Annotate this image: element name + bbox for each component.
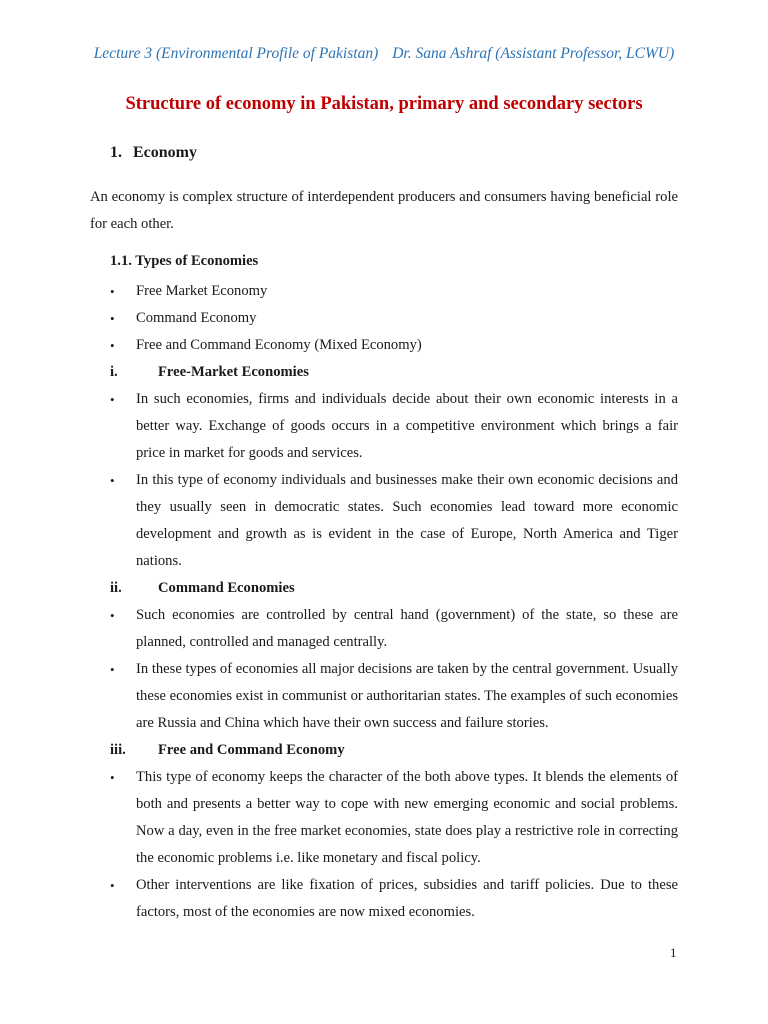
page-number: 1: [670, 945, 677, 960]
list-item: • Other interventions are like fixation of prices, subsidies and tariff policies. Due to these factors, most of the economies are now mixed economies.: [90, 872, 678, 926]
command-list: [90, 602, 678, 737]
bullet-icon: •: [110, 338, 115, 353]
subheading-free-market: i. Free-Market Economies: [90, 359, 678, 386]
subheading-mixed: iii. Free and Command Economy: [90, 737, 678, 764]
list-item: • Free Market Economy: [90, 278, 678, 305]
intro-paragraph: An economy is complex structure of interdependent producers and consumers having beneficial role for each other.: [90, 189, 678, 232]
bullet-icon: •: [110, 392, 115, 407]
free-market-list: [90, 386, 678, 575]
header-lecture: Lecture 3 (Environmental Profile of Pakistan): [93, 45, 379, 62]
running-header: [0, 45, 768, 63]
types-list: [90, 278, 678, 359]
list-item: • Command Economy: [90, 305, 678, 332]
document-title: Structure of economy in Pakistan, primary and secondary sectors: [125, 94, 643, 114]
bullet-icon: •: [110, 770, 115, 785]
bullet-icon: •: [110, 311, 115, 326]
bullet-icon: •: [110, 473, 115, 488]
list-item: • Such economies are controlled by central hand (government) of the state, so these are planned, controlled and managed centrally.: [90, 602, 678, 656]
header-author: Dr. Sana Ashraf (Assistant Professor, LCWU): [392, 45, 675, 62]
bullet-icon: •: [110, 284, 115, 299]
roman-numeral: i.: [110, 364, 118, 380]
bullet-icon: •: [110, 878, 115, 893]
bullet-icon: •: [110, 608, 115, 623]
list-item: • This type of economy keeps the character of the both above types. It blends the elements of both and presents a better way to cope with new emerging economic and social problems. Now a day, even in the free market economies, state does play a restrictive role in correcting the economic problems i.e. like monetary and fiscal policy.: [90, 764, 678, 872]
document-body: [90, 141, 678, 926]
roman-numeral: ii.: [110, 580, 122, 596]
list-item: • In such economies, firms and individuals decide about their own economic interests in a better way. Exchange of goods occurs in a competitive environment which brings a fair price in market for goods and services.: [90, 386, 678, 467]
bullet-icon: •: [110, 662, 115, 677]
subheading-command: ii. Command Economies: [90, 575, 678, 602]
section-number: 1.: [110, 144, 122, 161]
section-heading-economy: [110, 141, 678, 165]
subsection-heading-types: 1.1. Types of Economies: [110, 253, 259, 269]
list-item: • Free and Command Economy (Mixed Economy): [90, 332, 678, 359]
list-item: • In this type of economy individuals and businesses make their own economic decisions and they usually seen in democratic states. Such economies lead toward more economic development and growth as is evident in the case of Europe, North America and Tiger nations.: [90, 467, 678, 575]
list-item: • In these types of economies all major decisions are taken by the central government. Usually these economies exist in communist or authoritarian states. The examples of such economies are Russia and China which have their own success and failure stories.: [90, 656, 678, 737]
roman-numeral: iii.: [110, 742, 126, 758]
section-title: Economy: [133, 144, 197, 161]
mixed-list: [90, 764, 678, 926]
